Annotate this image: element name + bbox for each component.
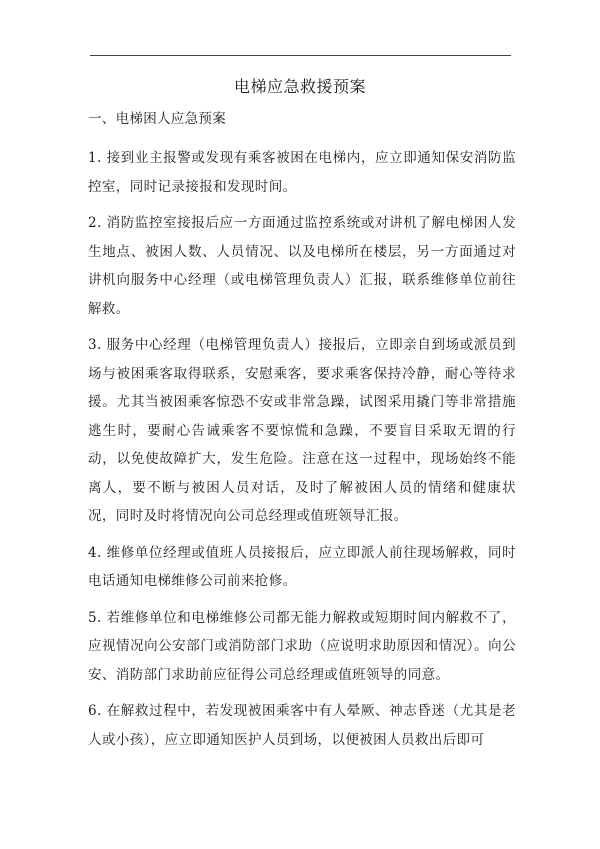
paragraph-2: 2. 消防监控室接报后应一方面通过监控系统或对讲机了解电梯困人发生地点、被困人数、人员情况、以及电梯所在楼层，另一方面通过对讲机向服务中心经理（或电梯管理负责人）汇报，联系维修单位前往解救。 — [88, 215, 516, 317]
paragraph-3: 3. 服务中心经理（电梯管理负责人）接报后，立即亲自到场或派员到场与被困乘客取得联系，安慰乘客，要求乘客保持冷静，耐心等待求援。尤其当被困乘客惊恐不安或非常急躁，试图采用撬门等非常措施逃生时，要耐心告诫乘客不要惊慌和急躁，不要盲目采取无谓的行动，以免使故障扩大，发生危险。注意在这一过程中，现场始终不能离人，要不断与被困人员对话，及时了解被困人员的情绪和健康状况，同时及时将情况向公司总经理或值班领导汇报。 — [88, 337, 516, 524]
paragraph-1: 1. 接到业主报警或发现有乘客被困在电梯内，应立即通知保安消防监控室，同时记录接报和发现时间。 — [88, 150, 516, 195]
document-body — [88, 110, 516, 762]
document-title: 电梯应急救援预案 — [233, 77, 366, 96]
paragraph-6: 6. 在解救过程中，若发现被困乘客中有人晕厥、神志昏迷（尤其是老人或小孩），应立即通知医护人员到场，以便被困人员救出后即可 — [88, 703, 516, 748]
header-rule — [90, 55, 511, 56]
paragraph-5: 5. 若维修单位和电梯维修公司都无能力解救或短期时间内解救不了，应视情况向公安部门或消防部门求助（应说明求助原因和情况）。向公安、消防部门求助前应征得公司总经理或值班领导的同意。 — [88, 609, 516, 683]
paragraph-4: 4. 维修单位经理或值班人员接报后，应立即派人前往现场解救，同时电话通知电梯维修公司前来抢修。 — [88, 544, 516, 589]
section-heading: 一、电梯困人应急预案 — [88, 111, 226, 127]
